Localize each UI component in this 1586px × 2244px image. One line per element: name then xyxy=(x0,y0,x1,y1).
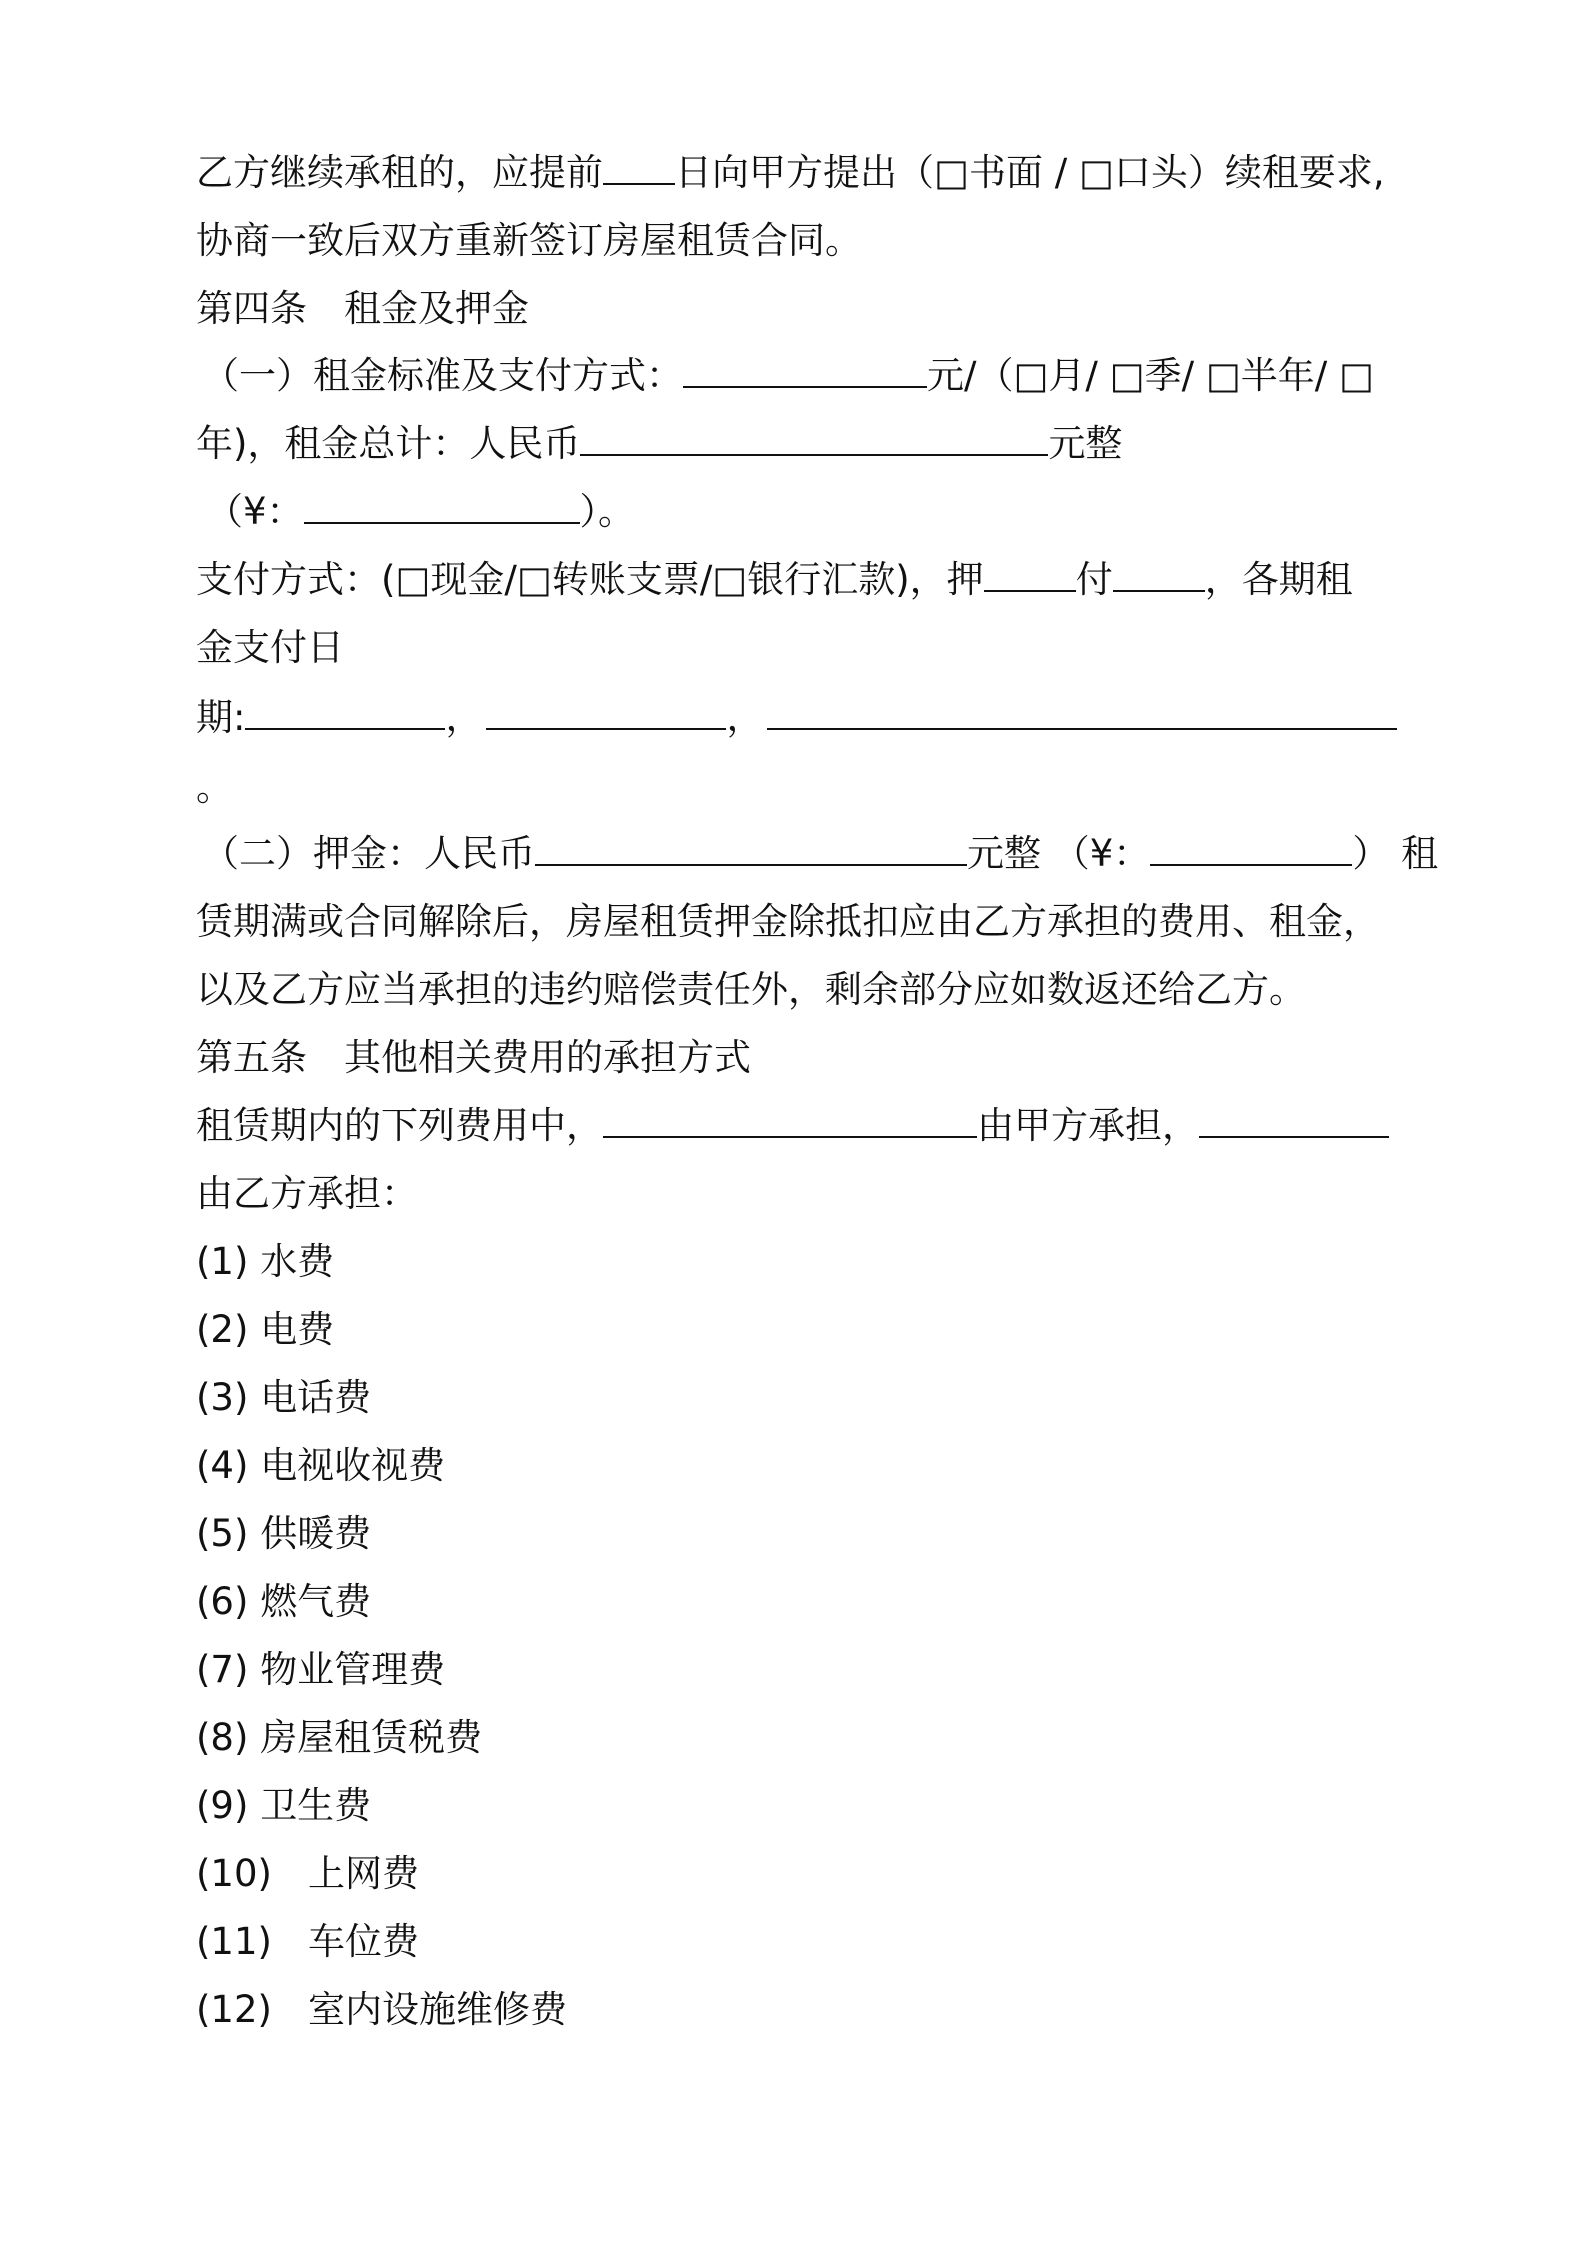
payment-mid-text: 付 xyxy=(1075,558,1113,601)
rent-total-label: 年)，租金总计：人民币 xyxy=(196,422,581,465)
clause5-heading-text: 第五条 其他相关费用的承担方式 xyxy=(196,1036,751,1079)
notice-days-blank[interactable] xyxy=(603,151,675,185)
rent-figure-prefix: （¥： xyxy=(206,490,304,533)
deposit-return-text: 赁期满或合同解除后，房屋租赁押金除抵扣应由乙方承担的费用、租金， xyxy=(196,900,1380,943)
rent-total-line xyxy=(196,419,1122,469)
renewal-notice-text: 乙方继续承租的，应提前 xyxy=(196,151,603,194)
deposit-return-text-2: 以及乙方应当承担的违约赔偿责任外，剩余部分应如数返还给乙方。 xyxy=(196,968,1306,1011)
list-item xyxy=(196,1713,482,1763)
item-label: 室内设施维修费 xyxy=(308,1988,567,2031)
list-item xyxy=(196,1849,419,1899)
list-item xyxy=(196,1985,567,2035)
item-label: 电费 xyxy=(260,1308,335,1351)
list-item xyxy=(196,1577,371,1627)
item-number: (10) xyxy=(196,1852,272,1895)
date-comma-1: ， xyxy=(445,696,483,739)
item-label: 房屋租赁税费 xyxy=(260,1716,483,1759)
item-number: (5) xyxy=(196,1512,249,1555)
rent-standard-line xyxy=(202,351,1374,401)
payment-date-prefix: 期: xyxy=(196,696,246,739)
item-number: (12) xyxy=(196,1988,272,2031)
list-item xyxy=(196,1509,371,1559)
list-item xyxy=(196,1373,371,1423)
item-label: 水费 xyxy=(260,1240,335,1283)
rent-figure-blank[interactable] xyxy=(304,490,580,524)
pay-months-blank[interactable] xyxy=(1113,558,1205,592)
tenant-bears-line xyxy=(196,1169,418,1219)
date-comma-2: ， xyxy=(726,696,764,739)
payment-end-mark: 。 xyxy=(196,766,233,809)
item-number: (7) xyxy=(196,1648,249,1691)
rent-total-suffix: 元整 xyxy=(1048,422,1123,465)
item-label: 电话费 xyxy=(260,1376,372,1419)
fee-allocation-text: 租赁期内的下列费用中， xyxy=(196,1104,603,1147)
clause4-heading xyxy=(196,284,529,334)
list-item xyxy=(196,1917,419,1967)
list-item xyxy=(196,1305,334,1355)
list-item xyxy=(196,1781,371,1831)
deposit-figure-suffix: ） 租 xyxy=(1352,832,1439,875)
item-number: (3) xyxy=(196,1376,249,1419)
payment-method-text: 支付方式：(□现金/□转账支票/□银行汇款)，押 xyxy=(196,558,984,601)
list-item xyxy=(196,1645,445,1695)
item-number: (8) xyxy=(196,1716,249,1759)
rent-amount-blank[interactable] xyxy=(683,354,927,388)
deposit-months-blank[interactable] xyxy=(984,558,1076,592)
rent-standard-label: （一）租金标准及支付方式： xyxy=(202,354,683,397)
payment-dates-line xyxy=(196,693,1397,743)
item-label: 上网费 xyxy=(308,1852,419,1895)
deposit-figure-prefix: 元整 （¥： xyxy=(967,832,1151,875)
item-number: (6) xyxy=(196,1580,249,1623)
deposit-amount-blank[interactable] xyxy=(535,832,967,866)
landlord-fees-blank[interactable] xyxy=(603,1104,977,1138)
rent-figure-suffix: ）。 xyxy=(579,490,636,533)
item-label: 物业管理费 xyxy=(260,1648,446,1691)
payment-date-blank-2[interactable] xyxy=(486,696,726,730)
item-label: 电视收视费 xyxy=(260,1444,446,1487)
renewal-agreement-text: 协商一致后双方重新签订房屋租赁合同。 xyxy=(196,219,862,262)
renewal-agreement-line xyxy=(196,216,862,266)
payment-dates-end xyxy=(196,763,233,813)
deposit-return-line-2 xyxy=(196,965,1306,1015)
deposit-return-line xyxy=(196,897,1380,947)
item-number: (9) xyxy=(196,1784,249,1827)
renewal-notice-line xyxy=(196,148,1385,198)
item-number: (1) xyxy=(196,1240,249,1283)
clause4-heading-text: 第四条 租金及押金 xyxy=(196,287,529,330)
deposit-line xyxy=(202,829,1438,879)
item-number: (11) xyxy=(196,1920,272,1963)
item-label: 供暖费 xyxy=(260,1512,372,1555)
clause5-heading xyxy=(196,1033,751,1083)
payment-date-blank-1[interactable] xyxy=(245,696,445,730)
payment-method-line xyxy=(196,555,1353,605)
item-label: 卫生费 xyxy=(260,1784,372,1827)
item-label: 燃气费 xyxy=(260,1580,372,1623)
deposit-label: （二）押金：人民币 xyxy=(202,832,535,875)
payment-date-blank-3[interactable] xyxy=(767,696,1397,730)
payment-date-text: 金支付日 xyxy=(196,626,344,669)
rent-total-figure-line xyxy=(206,487,635,537)
rent-period-options: 元/（□月/ □季/ □半年/ □ xyxy=(927,354,1374,397)
item-number: (4) xyxy=(196,1444,249,1487)
tenant-bears-text: 由乙方承担： xyxy=(196,1172,418,1215)
tenant-fees-blank[interactable] xyxy=(1199,1104,1389,1138)
rent-total-blank[interactable] xyxy=(580,422,1048,456)
renewal-method-text: 日向甲方提出（□书面 / □口头）续租要求, xyxy=(675,151,1385,194)
item-number: (2) xyxy=(196,1308,249,1351)
landlord-bears-text: 由甲方承担， xyxy=(977,1104,1199,1147)
list-item xyxy=(196,1237,334,1287)
deposit-figure-blank[interactable] xyxy=(1150,832,1352,866)
list-item xyxy=(196,1441,445,1491)
item-label: 车位费 xyxy=(308,1920,419,1963)
fee-allocation-line xyxy=(196,1101,1389,1151)
payment-date-line xyxy=(196,623,344,673)
payment-after-text: ，各期租 xyxy=(1204,558,1353,601)
